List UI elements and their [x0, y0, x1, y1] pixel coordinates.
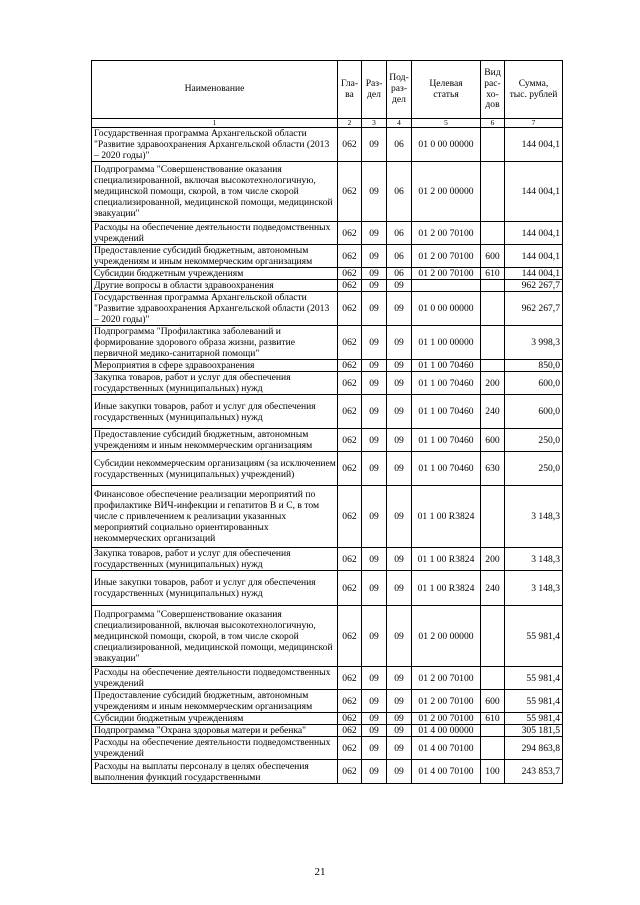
- row-glava-cell: 062: [338, 268, 362, 280]
- row-podrazdel-cell: 09: [387, 725, 412, 737]
- row-glava-cell: 062: [338, 548, 362, 571]
- row-podrazdel-cell: 09: [387, 395, 412, 429]
- row-podrazdel-cell: 09: [387, 690, 412, 713]
- header-podrazdel: Под- раз- дел: [387, 61, 412, 119]
- row-razdel-cell: 09: [362, 360, 387, 372]
- row-summa-cell: 850,0: [505, 360, 563, 372]
- row-razdel-cell: 09: [362, 222, 387, 245]
- row-podrazdel-cell: 09: [387, 280, 412, 292]
- row-celevaya-cell: 01 1 00 70460: [412, 360, 481, 372]
- row-podrazdel-cell: 09: [387, 486, 412, 548]
- row-summa-cell: 144 004,1: [505, 268, 563, 280]
- column-number: 3: [362, 119, 387, 128]
- budget-table: [91, 60, 563, 784]
- row-summa-cell: 144 004,1: [505, 245, 563, 268]
- row-razdel-cell: 09: [362, 667, 387, 690]
- table-row: [92, 268, 563, 280]
- row-celevaya-cell: 01 2 00 70100: [412, 667, 481, 690]
- row-name-cell: Подпрограмма "Охрана здоровья матери и ребенка": [92, 725, 338, 737]
- row-razdel-cell: 09: [362, 372, 387, 395]
- row-name-cell: Расходы на выплаты персоналу в целях обеспечения выполнения функций государственными: [92, 760, 338, 784]
- row-podrazdel-cell: 09: [387, 667, 412, 690]
- row-razdel-cell: 09: [362, 280, 387, 292]
- row-podrazdel-cell: 06: [387, 222, 412, 245]
- row-podrazdel-cell: 06: [387, 128, 412, 162]
- row-razdel-cell: 09: [362, 486, 387, 548]
- row-summa-cell: 3 998,3: [505, 326, 563, 360]
- row-podrazdel-cell: 09: [387, 326, 412, 360]
- row-razdel-cell: 09: [362, 326, 387, 360]
- row-razdel-cell: 09: [362, 452, 387, 486]
- row-podrazdel-cell: 06: [387, 245, 412, 268]
- row-celevaya-cell: 01 4 00 70100: [412, 737, 481, 760]
- row-glava-cell: 062: [338, 395, 362, 429]
- row-name-cell: Подпрограмма "Совершенствование оказания специализированной, включая высокотехнологичную, медицинской помощи, скорой, в том числе скорой специализированной, медицинской помощи, медицинской эвакуации": [92, 606, 338, 667]
- row-glava-cell: 062: [338, 326, 362, 360]
- row-celevaya-cell: 01 2 00 70100: [412, 245, 481, 268]
- row-summa-cell: 305 181,5: [505, 725, 563, 737]
- row-vid-cell: 240: [481, 571, 505, 606]
- row-vid-cell: 100: [481, 760, 505, 784]
- table-row: [92, 713, 563, 725]
- row-celevaya-cell: [412, 280, 481, 292]
- row-glava-cell: 062: [338, 690, 362, 713]
- row-summa-cell: 250,0: [505, 429, 563, 452]
- row-vid-cell: [481, 292, 505, 326]
- row-razdel-cell: 09: [362, 571, 387, 606]
- row-name-cell: Расходы на обеспечение деятельности подведомственных учреждений: [92, 667, 338, 690]
- row-celevaya-cell: 01 0 00 00000: [412, 128, 481, 162]
- row-razdel-cell: 09: [362, 760, 387, 784]
- row-summa-cell: 250,0: [505, 452, 563, 486]
- header-celevaya-statya: Целевая статья: [412, 61, 481, 119]
- row-glava-cell: 062: [338, 162, 362, 222]
- row-name-cell: Расходы на обеспечение деятельности подведомственных учреждений: [92, 737, 338, 760]
- row-celevaya-cell: 01 2 00 70100: [412, 268, 481, 280]
- row-podrazdel-cell: 09: [387, 292, 412, 326]
- row-name-cell: Закупка товаров, работ и услуг для обеспечения государственных (муниципальных) нужд: [92, 548, 338, 571]
- table-row: [92, 280, 563, 292]
- row-podrazdel-cell: 09: [387, 606, 412, 667]
- row-summa-cell: 3 148,3: [505, 571, 563, 606]
- row-podrazdel-cell: 09: [387, 429, 412, 452]
- row-summa-cell: 55 981,4: [505, 667, 563, 690]
- table-row: [92, 372, 563, 395]
- table-row: [92, 452, 563, 486]
- row-podrazdel-cell: 06: [387, 268, 412, 280]
- column-number: 6: [481, 119, 505, 128]
- row-celevaya-cell: 01 1 00 70460: [412, 452, 481, 486]
- row-vid-cell: [481, 486, 505, 548]
- row-celevaya-cell: 01 2 00 00000: [412, 606, 481, 667]
- table-row: [92, 725, 563, 737]
- row-summa-cell: 962 267,7: [505, 280, 563, 292]
- row-celevaya-cell: 01 1 00 70460: [412, 372, 481, 395]
- row-podrazdel-cell: 09: [387, 548, 412, 571]
- row-celevaya-cell: 01 1 00 R3824: [412, 486, 481, 548]
- row-name-cell: Государственная программа Архангельской области "Развитие здравоохранения Архангельской области (2013 – 2020 годы)": [92, 128, 338, 162]
- row-summa-cell: 144 004,1: [505, 128, 563, 162]
- row-glava-cell: 062: [338, 737, 362, 760]
- row-name-cell: Субсидии бюджетным учреждениям: [92, 713, 338, 725]
- row-celevaya-cell: 01 1 00 R3824: [412, 548, 481, 571]
- row-celevaya-cell: 01 1 00 00000: [412, 326, 481, 360]
- row-vid-cell: [481, 360, 505, 372]
- table-row: [92, 667, 563, 690]
- row-vid-cell: 610: [481, 268, 505, 280]
- row-vid-cell: 630: [481, 452, 505, 486]
- table-header-row: [92, 61, 563, 119]
- row-name-cell: Закупка товаров, работ и услуг для обеспечения государственных (муниципальных) нужд: [92, 372, 338, 395]
- row-celevaya-cell: 01 2 00 70100: [412, 222, 481, 245]
- row-razdel-cell: 09: [362, 713, 387, 725]
- column-number: 5: [412, 119, 481, 128]
- row-vid-cell: 240: [481, 395, 505, 429]
- row-vid-cell: 200: [481, 548, 505, 571]
- row-glava-cell: 062: [338, 280, 362, 292]
- row-summa-cell: 55 981,4: [505, 713, 563, 725]
- row-name-cell: Финансовое обеспечение реализации мероприятий по профилактике ВИЧ-инфекции и гепатитов В и С, в том числе с привлечением к реализации указанных мероприятий социально ориентированных некоммерческих организаций: [92, 486, 338, 548]
- row-celevaya-cell: 01 2 00 00000: [412, 162, 481, 222]
- row-celevaya-cell: 01 1 00 R3824: [412, 571, 481, 606]
- row-razdel-cell: 09: [362, 690, 387, 713]
- table-row: [92, 245, 563, 268]
- table-row: [92, 760, 563, 784]
- row-celevaya-cell: 01 2 00 70100: [412, 690, 481, 713]
- row-summa-cell: 55 981,4: [505, 606, 563, 667]
- row-vid-cell: [481, 725, 505, 737]
- row-vid-cell: [481, 606, 505, 667]
- row-glava-cell: 062: [338, 452, 362, 486]
- row-name-cell: Расходы на обеспечение деятельности подведомственных учреждений: [92, 222, 338, 245]
- row-glava-cell: 062: [338, 760, 362, 784]
- row-podrazdel-cell: 06: [387, 162, 412, 222]
- row-vid-cell: [481, 222, 505, 245]
- row-name-cell: Предоставление субсидий бюджетным, автономным учреждениям и иным некоммерческим организациям: [92, 429, 338, 452]
- row-name-cell: Иные закупки товаров, работ и услуг для обеспечения государственных (муниципальных) нужд: [92, 395, 338, 429]
- row-summa-cell: 243 853,7: [505, 760, 563, 784]
- table-row: [92, 737, 563, 760]
- row-vid-cell: 600: [481, 690, 505, 713]
- budget-table-page: [91, 60, 562, 784]
- row-razdel-cell: 09: [362, 737, 387, 760]
- header-razdel: Раз- дел: [362, 61, 387, 119]
- row-summa-cell: 600,0: [505, 395, 563, 429]
- row-razdel-cell: 09: [362, 162, 387, 222]
- row-celevaya-cell: 01 4 00 70100: [412, 760, 481, 784]
- row-name-cell: Другие вопросы в области здравоохранения: [92, 280, 338, 292]
- header-glava: Гла- ва: [338, 61, 362, 119]
- table-row: [92, 571, 563, 606]
- table-row: [92, 690, 563, 713]
- row-name-cell: Субсидии бюджетным учреждениям: [92, 268, 338, 280]
- row-summa-cell: 3 148,3: [505, 548, 563, 571]
- row-glava-cell: 062: [338, 725, 362, 737]
- row-name-cell: Предоставление субсидий бюджетным, автономным учреждениям и иным некоммерческим организациям: [92, 690, 338, 713]
- row-razdel-cell: 09: [362, 606, 387, 667]
- row-name-cell: Иные закупки товаров, работ и услуг для обеспечения государственных (муниципальных) нужд: [92, 571, 338, 606]
- row-glava-cell: 062: [338, 667, 362, 690]
- table-row: [92, 548, 563, 571]
- row-vid-cell: 600: [481, 429, 505, 452]
- table-row: [92, 606, 563, 667]
- row-summa-cell: 600,0: [505, 372, 563, 395]
- row-glava-cell: 062: [338, 486, 362, 548]
- column-number: 2: [338, 119, 362, 128]
- row-summa-cell: 144 004,1: [505, 162, 563, 222]
- row-podrazdel-cell: 09: [387, 571, 412, 606]
- row-glava-cell: 062: [338, 429, 362, 452]
- row-name-cell: Подпрограмма "Профилактика заболеваний и формирование здорового образа жизни, развитие первичной медико-санитарной помощи": [92, 326, 338, 360]
- column-number: 1: [92, 119, 338, 128]
- row-razdel-cell: 09: [362, 725, 387, 737]
- row-vid-cell: 200: [481, 372, 505, 395]
- row-celevaya-cell: 01 0 00 00000: [412, 292, 481, 326]
- row-podrazdel-cell: 09: [387, 737, 412, 760]
- row-vid-cell: 600: [481, 245, 505, 268]
- table-row: [92, 486, 563, 548]
- row-podrazdel-cell: 09: [387, 713, 412, 725]
- table-row: [92, 360, 563, 372]
- row-glava-cell: 062: [338, 245, 362, 268]
- row-celevaya-cell: 01 2 00 70100: [412, 713, 481, 725]
- row-name-cell: Мероприятия в сфере здравоохранения: [92, 360, 338, 372]
- row-celevaya-cell: 01 1 00 70460: [412, 429, 481, 452]
- row-name-cell: Государственная программа Архангельской области "Развитие здравоохранения Архангельской области (2013 – 2020 годы)": [92, 292, 338, 326]
- row-name-cell: Субсидии некоммерческим организациям (за исключением государственных (муниципальных) учреждений): [92, 452, 338, 486]
- row-razdel-cell: 09: [362, 128, 387, 162]
- row-podrazdel-cell: 09: [387, 760, 412, 784]
- row-summa-cell: 55 981,4: [505, 690, 563, 713]
- header-name: Наименование: [92, 61, 338, 119]
- row-vid-cell: [481, 128, 505, 162]
- row-podrazdel-cell: 09: [387, 372, 412, 395]
- row-podrazdel-cell: 09: [387, 452, 412, 486]
- row-glava-cell: 062: [338, 292, 362, 326]
- table-row: [92, 429, 563, 452]
- table-body: [92, 128, 563, 784]
- row-vid-cell: [481, 737, 505, 760]
- table-row: [92, 395, 563, 429]
- row-glava-cell: 062: [338, 222, 362, 245]
- row-glava-cell: 062: [338, 571, 362, 606]
- header-summa: Сумма, тыс. рублей: [505, 61, 563, 119]
- row-name-cell: Подпрограмма "Совершенствование оказания специализированной, включая высокотехнологичную, медицинской помощи, скорой, в том числе скорой специализированной, медицинской помощи, медицинской эвакуации": [92, 162, 338, 222]
- row-vid-cell: [481, 667, 505, 690]
- table-row: [92, 162, 563, 222]
- column-number-row: [92, 119, 563, 128]
- row-glava-cell: 062: [338, 372, 362, 395]
- row-glava-cell: 062: [338, 606, 362, 667]
- row-vid-cell: [481, 162, 505, 222]
- row-vid-cell: [481, 326, 505, 360]
- row-vid-cell: 610: [481, 713, 505, 725]
- row-razdel-cell: 09: [362, 268, 387, 280]
- table-row: [92, 222, 563, 245]
- row-razdel-cell: 09: [362, 395, 387, 429]
- table-row: [92, 326, 563, 360]
- row-celevaya-cell: 01 4 00 00000: [412, 725, 481, 737]
- row-podrazdel-cell: 09: [387, 360, 412, 372]
- row-summa-cell: 144 004,1: [505, 222, 563, 245]
- page-number: 21: [314, 866, 326, 878]
- row-glava-cell: 062: [338, 713, 362, 725]
- column-number: 7: [505, 119, 563, 128]
- row-razdel-cell: 09: [362, 548, 387, 571]
- row-celevaya-cell: 01 1 00 70460: [412, 395, 481, 429]
- row-glava-cell: 062: [338, 360, 362, 372]
- row-glava-cell: 062: [338, 128, 362, 162]
- row-summa-cell: 3 148,3: [505, 486, 563, 548]
- row-vid-cell: [481, 280, 505, 292]
- row-razdel-cell: 09: [362, 245, 387, 268]
- row-summa-cell: 294 863,8: [505, 737, 563, 760]
- row-summa-cell: 962 267,7: [505, 292, 563, 326]
- table-row: [92, 128, 563, 162]
- row-name-cell: Предоставление субсидий бюджетным, автономным учреждениям и иным некоммерческим организациям: [92, 245, 338, 268]
- header-vid-rashodov: Вид рас- хо- дов: [481, 61, 505, 119]
- table-row: [92, 292, 563, 326]
- row-razdel-cell: 09: [362, 292, 387, 326]
- column-number: 4: [387, 119, 412, 128]
- row-razdel-cell: 09: [362, 429, 387, 452]
